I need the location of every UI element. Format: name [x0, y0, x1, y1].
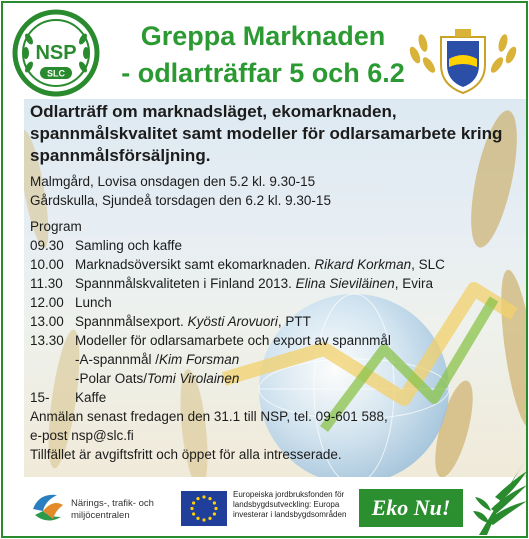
title-line-2: - odlarträffar 5 och 6.2 [121, 58, 405, 88]
program-time: 12.00 [30, 295, 64, 310]
program-item [30, 388, 526, 407]
nsp-logo-text: NSP [35, 42, 77, 64]
registration-line-3: Tillfället är avgiftsfritt och öppet för alla intresserade. [30, 447, 342, 462]
program-item [30, 331, 526, 350]
venue-1: Malmgård, Lovisa onsdagen den 5.2 kl. 9.30-15 [30, 174, 316, 189]
content-panel [24, 99, 528, 477]
program-sub-text: -Polar Oats/ [75, 371, 148, 386]
program-item [30, 236, 526, 255]
program-text: Modeller för odlarsamarbete och export av spannmål [75, 333, 391, 348]
program-item [30, 312, 526, 331]
program-speaker: Rikard Korkman [314, 257, 412, 272]
program-heading: Program [30, 219, 82, 234]
program-time: 11.30 [30, 276, 63, 291]
program-text: Lunch [75, 295, 112, 310]
eu-flag-icon [181, 491, 227, 526]
intro-text: Odlarträff om marknadsläget, ekomarknaden, spannmålskvalitet samt modeller för odlarsamarbete kring spannmålsförsäljning. [30, 102, 503, 165]
program-org: , Evira [394, 276, 433, 291]
title-line-1: Greppa Marknaden [140, 21, 386, 51]
nsp-logo [12, 9, 100, 97]
program-item [30, 255, 526, 274]
ely-text-2: miljöcentralen [71, 510, 130, 521]
poster [1, 1, 528, 538]
program-speaker: Elina Sieviläinen [295, 276, 395, 291]
eko-nu-logo: Eko Nu! [359, 489, 463, 527]
venue-2: Gårdskulla, Sjundeå torsdagen den 6.2 kl. 9.30-15 [30, 193, 331, 208]
program-time: 15- [30, 390, 50, 405]
content-text [30, 101, 526, 464]
program-sub-item [30, 350, 526, 369]
program-time: 13.30 [30, 333, 64, 348]
program-text: Marknadsöversikt samt ekomarknaden. [75, 257, 315, 272]
program-speaker: Kyösti Arovuori [187, 314, 278, 329]
program-text: Spannmålsexport. [75, 314, 188, 329]
program-time: 10.00 [30, 257, 64, 272]
eu-text-line: investerar i landsbygdsområden [233, 510, 347, 519]
program-org: , PTT [277, 314, 311, 329]
program-text: Samling och kaffe [75, 238, 183, 253]
registration-email: e-post nsp@slc.fi [30, 428, 134, 443]
crest-icon [403, 25, 523, 95]
registration-line-1: Anmälan senast fredagen den 31.1 till NSP, tel. 09-601 588, [30, 409, 388, 424]
program-time: 13.00 [30, 314, 64, 329]
eu-text-line: landsbygdsutveckling: Europa [233, 500, 340, 509]
ely-centre-logo [29, 489, 174, 529]
eu-fund-text [233, 490, 358, 520]
program-text: Spannmålskvaliteten i Finland 2013. [75, 276, 296, 291]
program-sub-item [30, 369, 526, 388]
program-item [30, 293, 526, 312]
program-text: Kaffe [75, 390, 107, 405]
slc-logo-text: SLC [47, 68, 65, 79]
program-sub-text: -A-spannmål / [75, 352, 160, 367]
program-speaker: Tomi Virolainen [147, 371, 240, 386]
program-org: , SLC [411, 257, 445, 272]
slc-wheat-logo [469, 451, 528, 538]
program-speaker: Kim Forsman [159, 352, 240, 367]
program-time: 09.30 [30, 238, 64, 253]
eu-text-line: Europeiska jordbruksfonden för [233, 490, 345, 499]
program-item [30, 274, 526, 293]
ely-text-1: Närings-, trafik- och [71, 498, 154, 509]
